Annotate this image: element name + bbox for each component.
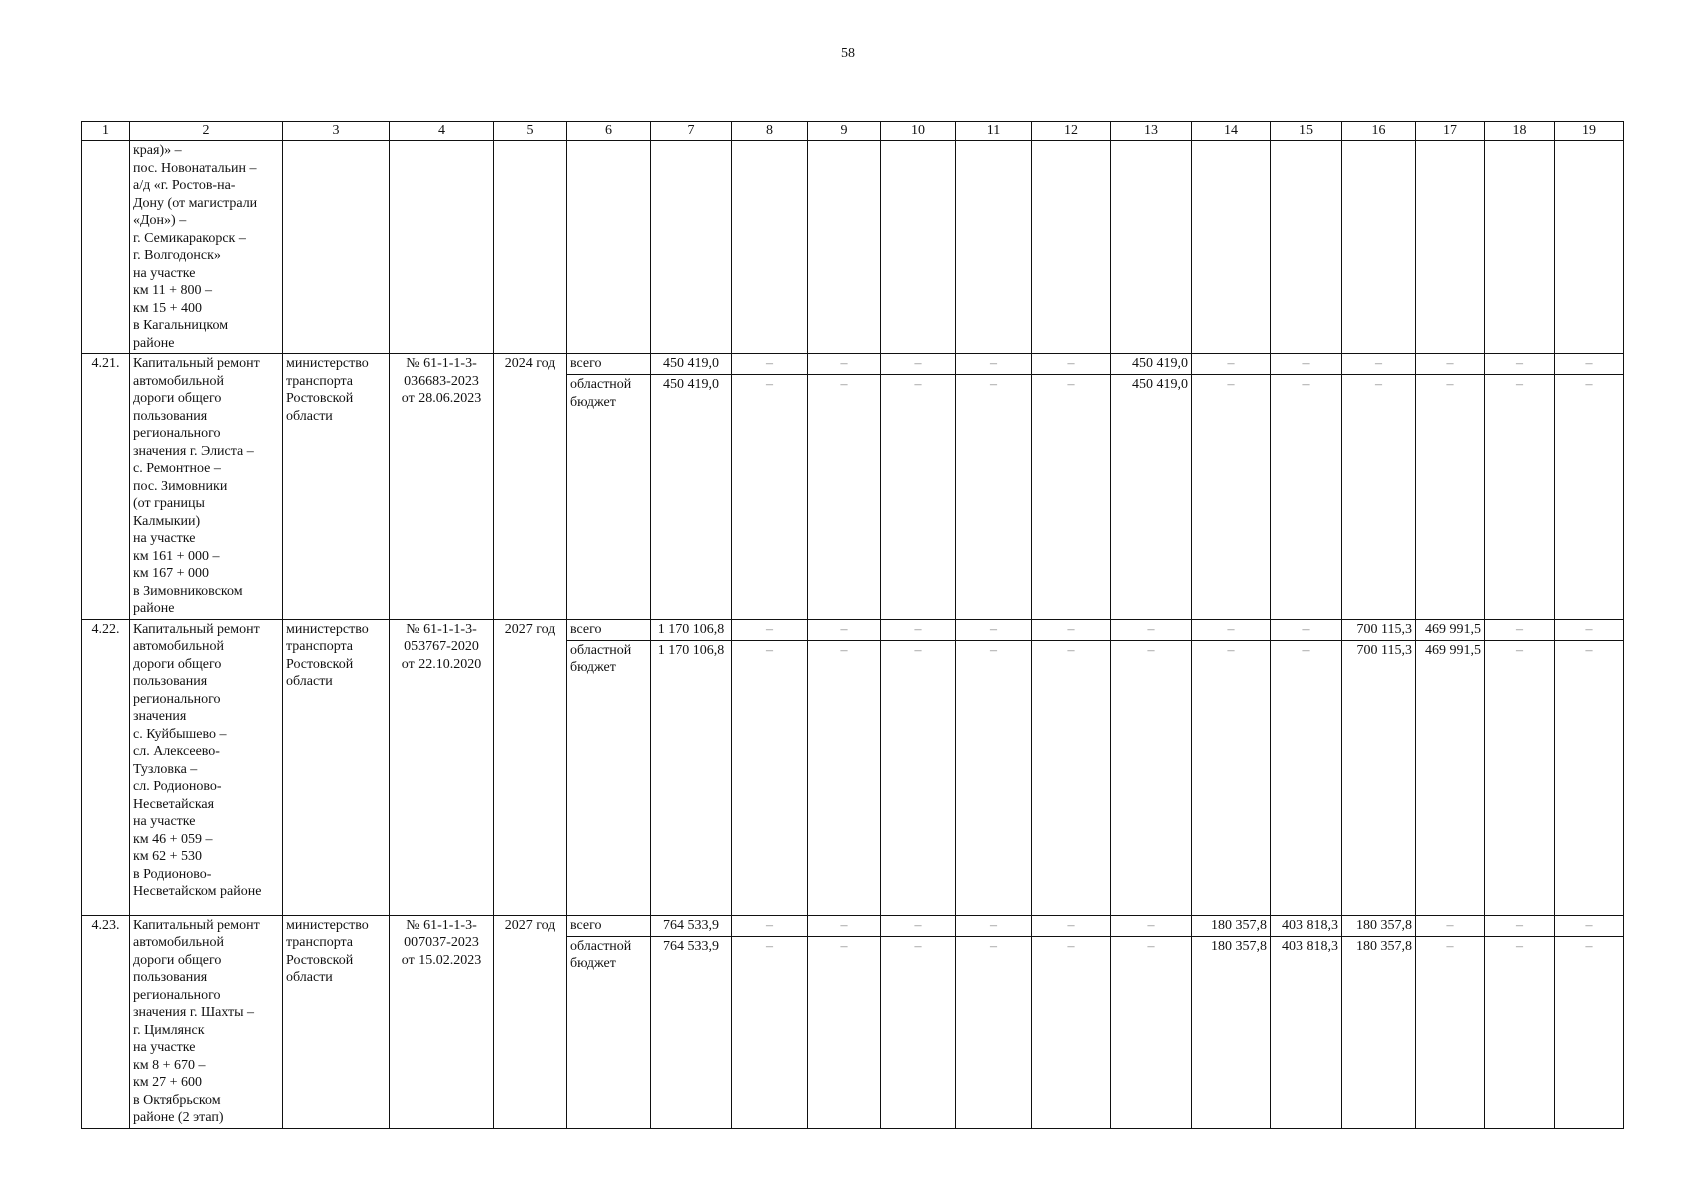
funding-source-cell: областной бюджет bbox=[567, 936, 651, 1128]
amount-cell: – bbox=[808, 936, 881, 1128]
budget-table bbox=[81, 121, 1624, 1129]
column-header-cell: 1 bbox=[82, 122, 130, 141]
amount-cell: – bbox=[808, 640, 881, 915]
amount-cell: – bbox=[1111, 915, 1192, 936]
amount-cell: 764 533,9 bbox=[651, 915, 732, 936]
amount-cell: – bbox=[1192, 375, 1271, 619]
amount-cell: – bbox=[956, 375, 1032, 619]
column-header-cell: 4 bbox=[390, 122, 494, 141]
document-cell: № 61-1-1-3- 053767-2020 от 22.10.2020 bbox=[390, 619, 494, 915]
column-header-cell: 5 bbox=[494, 122, 567, 141]
table-row bbox=[82, 619, 1624, 640]
amount-cell: – bbox=[1485, 640, 1555, 915]
amount-cell: – bbox=[1555, 936, 1624, 1128]
continuation-name-cell: края)» – пос. Новонатальин – а/д «г. Ростов-на- Дону (от магистрали «Дон») – г. Семикаракорск – г. Волгодонск» на участке км 11 + 800 – км 15 + 400 в Кагальницком районе bbox=[130, 141, 283, 354]
column-header-cell: 11 bbox=[956, 122, 1032, 141]
amount-cell: – bbox=[1032, 354, 1111, 375]
funding-source-cell: областной бюджет bbox=[567, 375, 651, 619]
amount-cell: – bbox=[1192, 640, 1271, 915]
amount-cell: – bbox=[1485, 619, 1555, 640]
amount-cell: – bbox=[808, 915, 881, 936]
row-number-cell: 4.22. bbox=[82, 619, 130, 915]
column-header-cell: 9 bbox=[808, 122, 881, 141]
amount-cell: 180 357,8 bbox=[1342, 915, 1416, 936]
amount-cell: 450 419,0 bbox=[651, 375, 732, 619]
amount-cell: – bbox=[1192, 354, 1271, 375]
executor-cell: министерство транспорта Ростовской области bbox=[283, 915, 390, 1128]
column-header-cell: 18 bbox=[1485, 122, 1555, 141]
year-cell: 2024 год bbox=[494, 354, 567, 620]
amount-cell: – bbox=[1271, 375, 1342, 619]
column-header-cell: 19 bbox=[1555, 122, 1624, 141]
amount-cell: – bbox=[1416, 354, 1485, 375]
amount-cell: – bbox=[732, 915, 808, 936]
amount-cell: – bbox=[956, 640, 1032, 915]
amount-cell: 450 419,0 bbox=[1111, 375, 1192, 619]
amount-cell: 403 818,3 bbox=[1271, 915, 1342, 936]
amount-cell: 180 357,8 bbox=[1342, 936, 1416, 1128]
amount-cell: – bbox=[1111, 619, 1192, 640]
amount-cell: – bbox=[881, 915, 956, 936]
amount-cell: – bbox=[956, 936, 1032, 1128]
amount-cell: – bbox=[732, 640, 808, 915]
amount-cell: – bbox=[1485, 375, 1555, 619]
amount-cell: – bbox=[1416, 915, 1485, 936]
column-header-cell: 16 bbox=[1342, 122, 1416, 141]
table-row bbox=[82, 915, 1624, 936]
amount-cell: – bbox=[732, 619, 808, 640]
year-cell: 2027 год bbox=[494, 619, 567, 915]
amount-cell: 1 170 106,8 bbox=[651, 640, 732, 915]
table-row bbox=[82, 354, 1624, 375]
document-cell: № 61-1-1-3- 007037-2023 от 15.02.2023 bbox=[390, 915, 494, 1128]
funding-source-cell: всего bbox=[567, 915, 651, 936]
amount-cell: – bbox=[732, 936, 808, 1128]
row-number-cell: 4.23. bbox=[82, 915, 130, 1128]
amount-cell: – bbox=[1111, 640, 1192, 915]
amount-cell: – bbox=[1111, 936, 1192, 1128]
page-number: 58 bbox=[841, 46, 855, 61]
amount-cell: – bbox=[1271, 619, 1342, 640]
amount-cell: 764 533,9 bbox=[651, 936, 732, 1128]
column-header-cell: 12 bbox=[1032, 122, 1111, 141]
amount-cell: – bbox=[1271, 640, 1342, 915]
funding-source-cell: всего bbox=[567, 354, 651, 375]
column-header-cell: 14 bbox=[1192, 122, 1271, 141]
amount-cell: – bbox=[1032, 936, 1111, 1128]
amount-cell: 180 357,8 bbox=[1192, 936, 1271, 1128]
amount-cell: – bbox=[1555, 640, 1624, 915]
amount-cell: – bbox=[881, 640, 956, 915]
column-header-cell: 17 bbox=[1416, 122, 1485, 141]
column-header-cell: 3 bbox=[283, 122, 390, 141]
amount-cell: – bbox=[1032, 640, 1111, 915]
year-cell: 2027 год bbox=[494, 915, 567, 1128]
column-number-row bbox=[82, 122, 1624, 141]
continuation-row bbox=[82, 141, 1624, 354]
amount-cell: – bbox=[956, 354, 1032, 375]
amount-cell: 450 419,0 bbox=[1111, 354, 1192, 375]
object-name-cell: Капитальный ремонт автомобильной дороги общего пользования регионального значения г. Шахты – г. Цимлянск на участке км 8 + 670 – км 27 + 600 в Октябрьском районе (2 этап) bbox=[130, 915, 283, 1128]
amount-cell: – bbox=[1342, 375, 1416, 619]
amount-cell: – bbox=[881, 936, 956, 1128]
amount-cell: – bbox=[1555, 619, 1624, 640]
amount-cell: – bbox=[881, 375, 956, 619]
column-header-cell: 7 bbox=[651, 122, 732, 141]
object-name-cell: Капитальный ремонт автомобильной дороги общего пользования регионального значения с. Куйбышево – сл. Алексеево- Тузловка – сл. Родионово- Несветайская на участке км 46 + 059 – км 62 + 530 в Родионово- Несветайском районе bbox=[130, 619, 283, 915]
amount-cell: – bbox=[881, 619, 956, 640]
funding-source-cell: всего bbox=[567, 619, 651, 640]
amount-cell: – bbox=[1485, 936, 1555, 1128]
column-header-cell: 2 bbox=[130, 122, 283, 141]
amount-cell: – bbox=[1342, 354, 1416, 375]
column-header-cell: 8 bbox=[732, 122, 808, 141]
amount-cell: – bbox=[1192, 619, 1271, 640]
amount-cell: – bbox=[1271, 354, 1342, 375]
amount-cell: 450 419,0 bbox=[651, 354, 732, 375]
amount-cell: 403 818,3 bbox=[1271, 936, 1342, 1128]
continuation-num-cell bbox=[82, 141, 130, 354]
amount-cell: – bbox=[1416, 936, 1485, 1128]
amount-cell: – bbox=[1555, 915, 1624, 936]
amount-cell: – bbox=[808, 375, 881, 619]
column-header-cell: 10 bbox=[881, 122, 956, 141]
amount-cell: 180 357,8 bbox=[1192, 915, 1271, 936]
amount-cell: – bbox=[732, 375, 808, 619]
funding-source-cell: областной бюджет bbox=[567, 640, 651, 915]
amount-cell: – bbox=[1555, 354, 1624, 375]
amount-cell: – bbox=[1416, 375, 1485, 619]
column-header-cell: 15 bbox=[1271, 122, 1342, 141]
amount-cell: – bbox=[808, 619, 881, 640]
object-name-cell: Капитальный ремонт автомобильной дороги общего пользования регионального значения г. Элиста – с. Ремонтное – пос. Зимовники (от границы Калмыкии) на участке км 161 + 000 – км 167 + 000 в Зимовниковском районе bbox=[130, 354, 283, 620]
amount-cell: – bbox=[1485, 354, 1555, 375]
executor-cell: министерство транспорта Ростовской области bbox=[283, 619, 390, 915]
column-header-cell: 6 bbox=[567, 122, 651, 141]
amount-cell: 700 115,3 bbox=[1342, 619, 1416, 640]
amount-cell: 700 115,3 bbox=[1342, 640, 1416, 915]
amount-cell: – bbox=[808, 354, 881, 375]
amount-cell: – bbox=[956, 619, 1032, 640]
row-number-cell: 4.21. bbox=[82, 354, 130, 620]
document-cell: № 61-1-1-3- 036683-2023 от 28.06.2023 bbox=[390, 354, 494, 620]
amount-cell: 469 991,5 bbox=[1416, 619, 1485, 640]
amount-cell: – bbox=[956, 915, 1032, 936]
amount-cell: – bbox=[1032, 375, 1111, 619]
amount-cell: – bbox=[1555, 375, 1624, 619]
amount-cell: – bbox=[1032, 619, 1111, 640]
column-header-cell: 13 bbox=[1111, 122, 1192, 141]
amount-cell: 469 991,5 bbox=[1416, 640, 1485, 915]
executor-cell: министерство транспорта Ростовской области bbox=[283, 354, 390, 620]
amount-cell: – bbox=[732, 354, 808, 375]
amount-cell: – bbox=[1032, 915, 1111, 936]
table-body bbox=[82, 122, 1624, 1129]
amount-cell: 1 170 106,8 bbox=[651, 619, 732, 640]
amount-cell: – bbox=[881, 354, 956, 375]
amount-cell: – bbox=[1485, 915, 1555, 936]
